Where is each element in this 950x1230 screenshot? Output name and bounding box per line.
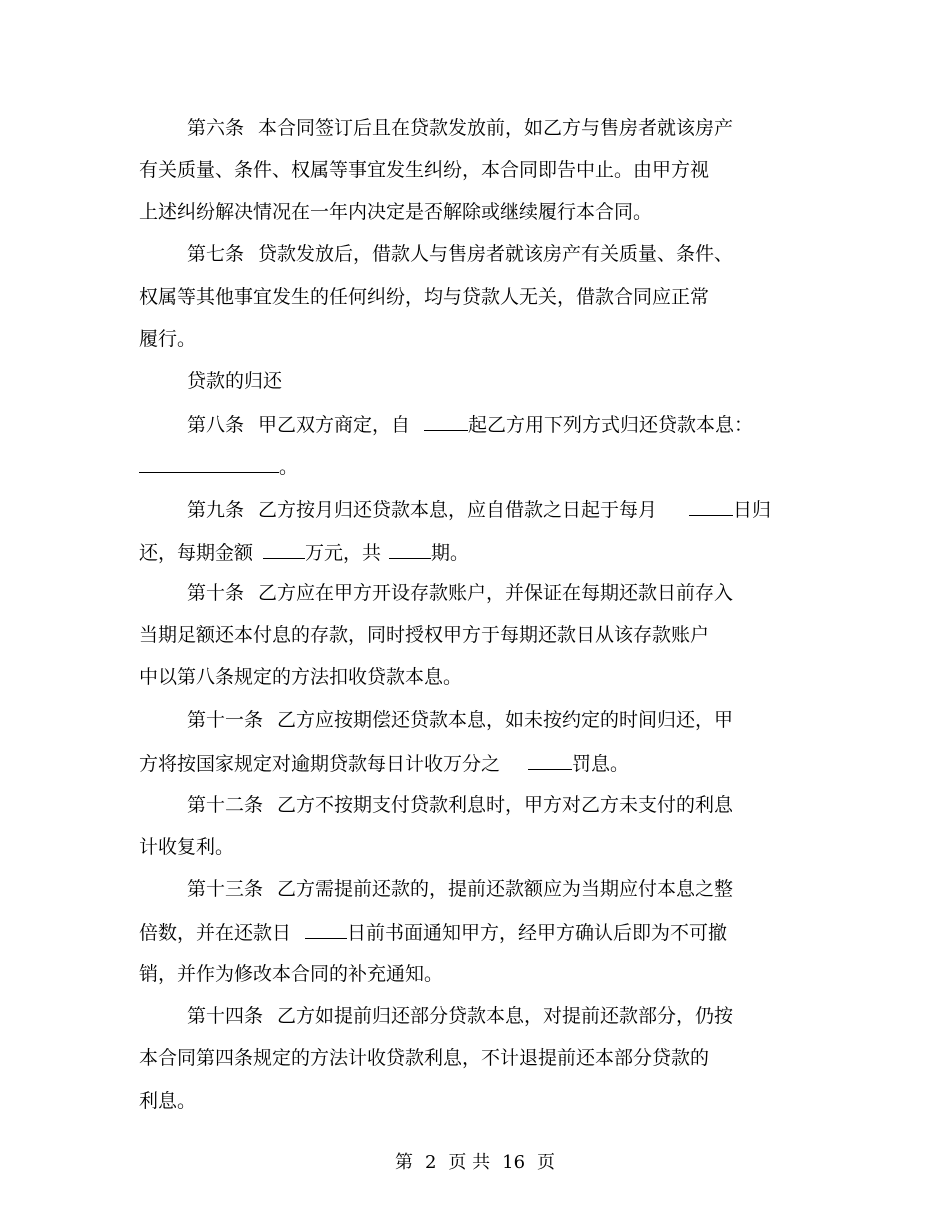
article-14-line-2: 本合同第四条规定的方法计收贷款利息，不计退提前还本部分贷款的	[139, 1047, 710, 1069]
page-footer	[0, 1150, 950, 1176]
article-11-line-1	[187, 707, 733, 733]
footer-middle: 页 共	[448, 1152, 491, 1173]
fill-blank	[689, 495, 733, 516]
article-10-line-2: 当期足额还本付息的存款，同时授权甲方于每期还款日从该存款账户	[139, 624, 710, 646]
article-text: 乙方应在甲方开设存款账户，并保证在每期还款日前存入	[258, 582, 734, 604]
fill-blank	[139, 452, 279, 473]
footer-suffix: 页	[537, 1152, 556, 1173]
fill-blank	[389, 538, 431, 559]
article-14-line-1	[187, 1003, 733, 1029]
article-text: 本合同签订后且在贷款发放前，如乙方与售房者就该房产	[258, 117, 734, 139]
article-text: 贷款发放后，借款人与售房者就该房产有关质量、条件、	[258, 243, 734, 265]
section-heading: 贷款的归还	[187, 370, 283, 392]
article-label: 第七条	[187, 243, 245, 265]
article-text: 乙方不按期支付贷款利息时，甲方对乙方未支付的利息	[277, 794, 734, 816]
article-8-line-2	[139, 452, 298, 480]
article-text: 起乙方用下列方式归还贷款本息：	[468, 414, 754, 436]
article-7-line-2: 权属等其他事宜发生的任何纠纷，均与贷款人无关，借款合同应正常	[139, 286, 710, 308]
article-6-line-1	[187, 115, 733, 141]
article-10-line-1	[187, 580, 733, 606]
article-text: 乙方应按期偿还贷款本息，如未按约定的时间归还，甲	[277, 709, 734, 731]
article-label: 第九条	[187, 499, 245, 521]
article-text: 乙方按月归还贷款本息，应自借款之日起于每月	[258, 499, 658, 521]
article-label: 第八条	[187, 414, 245, 436]
article-7-line-1	[187, 241, 733, 267]
article-12-line-2: 计收复利。	[139, 836, 235, 858]
article-text: 期。	[431, 542, 470, 564]
article-14-line-3: 利息。	[139, 1090, 197, 1112]
article-text: 。	[279, 456, 299, 478]
article-11-line-2	[139, 749, 629, 777]
article-text: 日归	[733, 499, 772, 521]
article-8-line-1	[187, 410, 753, 438]
article-13-line-2	[139, 918, 727, 946]
article-label: 第六条	[187, 117, 245, 139]
article-label: 第十条	[187, 582, 245, 604]
article-text: 日前书面通知甲方，经甲方确认后即为不可撤	[347, 922, 728, 944]
article-label: 第十三条	[187, 878, 264, 900]
article-text: 万元，共	[305, 542, 382, 564]
article-label: 第十一条	[187, 709, 264, 731]
article-text: 乙方需提前还款的，提前还款额应为当期应付本息之整	[277, 878, 734, 900]
article-label: 第十四条	[187, 1005, 264, 1027]
article-13-line-3: 销，并作为修改本合同的补充通知。	[139, 963, 444, 985]
fill-blank	[263, 538, 305, 559]
article-text: 罚息。	[572, 753, 630, 775]
article-text: 乙方如提前归还部分贷款本息，对提前还款部分，仍按	[277, 1005, 734, 1027]
article-9-line-1	[187, 495, 771, 523]
article-label: 第十二条	[187, 794, 264, 816]
article-text: 甲乙双方商定，自	[258, 414, 411, 436]
article-12-line-1	[187, 792, 733, 818]
article-6-line-2: 有关质量、条件、权属等事宜发生纠纷，本合同即告中止。由甲方视	[139, 159, 710, 181]
fill-blank	[305, 918, 347, 939]
total-pages: 16	[502, 1152, 526, 1173]
fill-blank	[528, 749, 572, 770]
article-6-line-3: 上述纠纷解决情况在一年内决定是否解除或继续履行本合同。	[139, 201, 653, 223]
article-text: 方将按国家规定对逾期贷款每日计收万分之	[139, 753, 501, 775]
article-text: 还，每期金额	[139, 542, 254, 564]
page-number: 2	[424, 1152, 437, 1173]
article-9-line-2	[139, 538, 469, 566]
fill-blank	[424, 410, 468, 431]
footer-prefix: 第	[394, 1152, 413, 1173]
article-7-line-3: 履行。	[139, 328, 197, 350]
article-13-line-1	[187, 876, 733, 902]
article-10-line-3: 中以第八条规定的方法扣收贷款本息。	[139, 666, 463, 688]
article-text: 倍数，并在还款日	[139, 922, 292, 944]
